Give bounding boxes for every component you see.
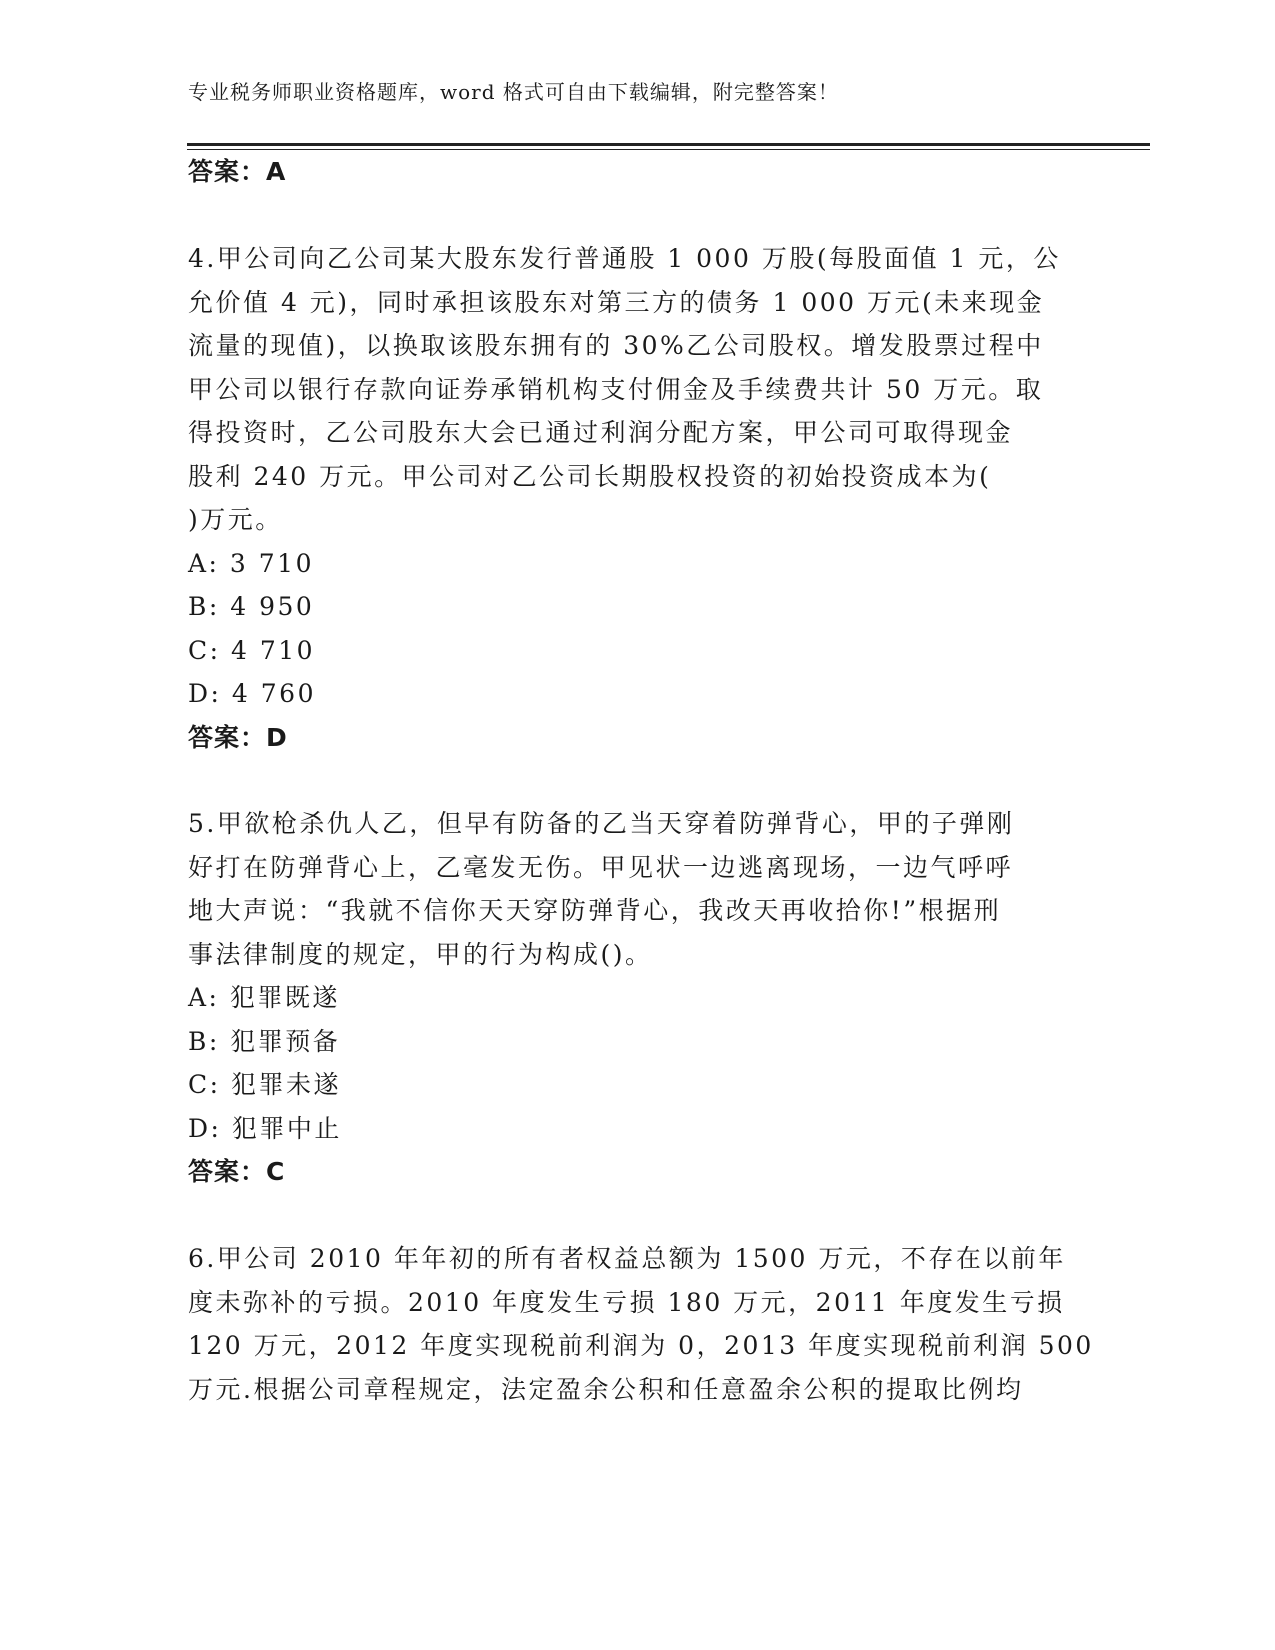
question-6-line: 120 万元，2012 年度实现税前利润为 0，2013 年度实现税前利润 500	[188, 1331, 1094, 1360]
question-4-option-a: A: 3 710	[188, 549, 314, 578]
question-5-answer: 答案：C	[188, 1157, 286, 1186]
question-4-line: 股利 240 万元。甲公司对乙公司长期股权投资的初始投资成本为(	[188, 462, 992, 491]
question-4-option-d: D: 4 760	[188, 679, 316, 708]
question-4-line: )万元。	[188, 505, 283, 534]
question-5-line: 好打在防弹背心上，乙毫发无伤。甲见状一边逃离现场，一边气呼呼	[188, 853, 1014, 882]
question-5-option-b: B: 犯罪预备	[188, 1027, 341, 1056]
question-4-option-c: C: 4 710	[188, 636, 316, 665]
question-6-line: 度未弥补的亏损。2010 年度发生亏损 180 万元，2011 年度发生亏损	[188, 1288, 1065, 1317]
question-6-line: 万元.根据公司章程规定，法定盈余公积和任意盈余公积的提取比例均	[188, 1375, 1024, 1404]
question-5-line: 事法律制度的规定，甲的行为构成()。	[188, 940, 653, 969]
header-divider-thin	[187, 149, 1150, 150]
question-4-line: 流量的现值)，以换取该股东拥有的 30%乙公司股权。增发股票过程中	[188, 331, 1044, 360]
question-5-line: 地大声说：“我就不信你天天穿防弹背心，我改天再收拾你!”根据刑	[188, 896, 1002, 925]
question-4-line: 允价值 4 元)，同时承担该股东对第三方的债务 1 000 万元(未来现金	[188, 288, 1045, 317]
question-5-option-c: C: 犯罪未遂	[188, 1070, 341, 1099]
header-divider-thick	[187, 143, 1150, 146]
answer-previous: 答案：A	[188, 157, 287, 186]
question-5-option-d: D: 犯罪中止	[188, 1114, 342, 1143]
question-4-option-b: B: 4 950	[188, 592, 315, 621]
question-6-line: 6.甲公司 2010 年年初的所有者权益总额为 1500 万元，不存在以前年	[188, 1244, 1066, 1273]
question-4-line: 4.甲公司向乙公司某大股东发行普通股 1 000 万股(每股面值 1 元，公	[188, 244, 1061, 273]
question-4-line: 得投资时，乙公司股东大会已通过利润分配方案，甲公司可取得现金	[188, 418, 1014, 447]
question-4-answer: 答案：D	[188, 723, 288, 752]
question-4-line: 甲公司以银行存款向证券承销机构支付佣金及手续费共计 50 万元。取	[188, 375, 1044, 404]
question-5-line: 5.甲欲枪杀仇人乙，但早有防备的乙当天穿着防弹背心，甲的子弹刚	[188, 809, 1015, 838]
question-5-option-a: A: 犯罪既遂	[188, 983, 340, 1012]
page-header-text: 专业税务师职业资格题库，word 格式可自由下载编辑，附完整答案！	[188, 80, 839, 104]
